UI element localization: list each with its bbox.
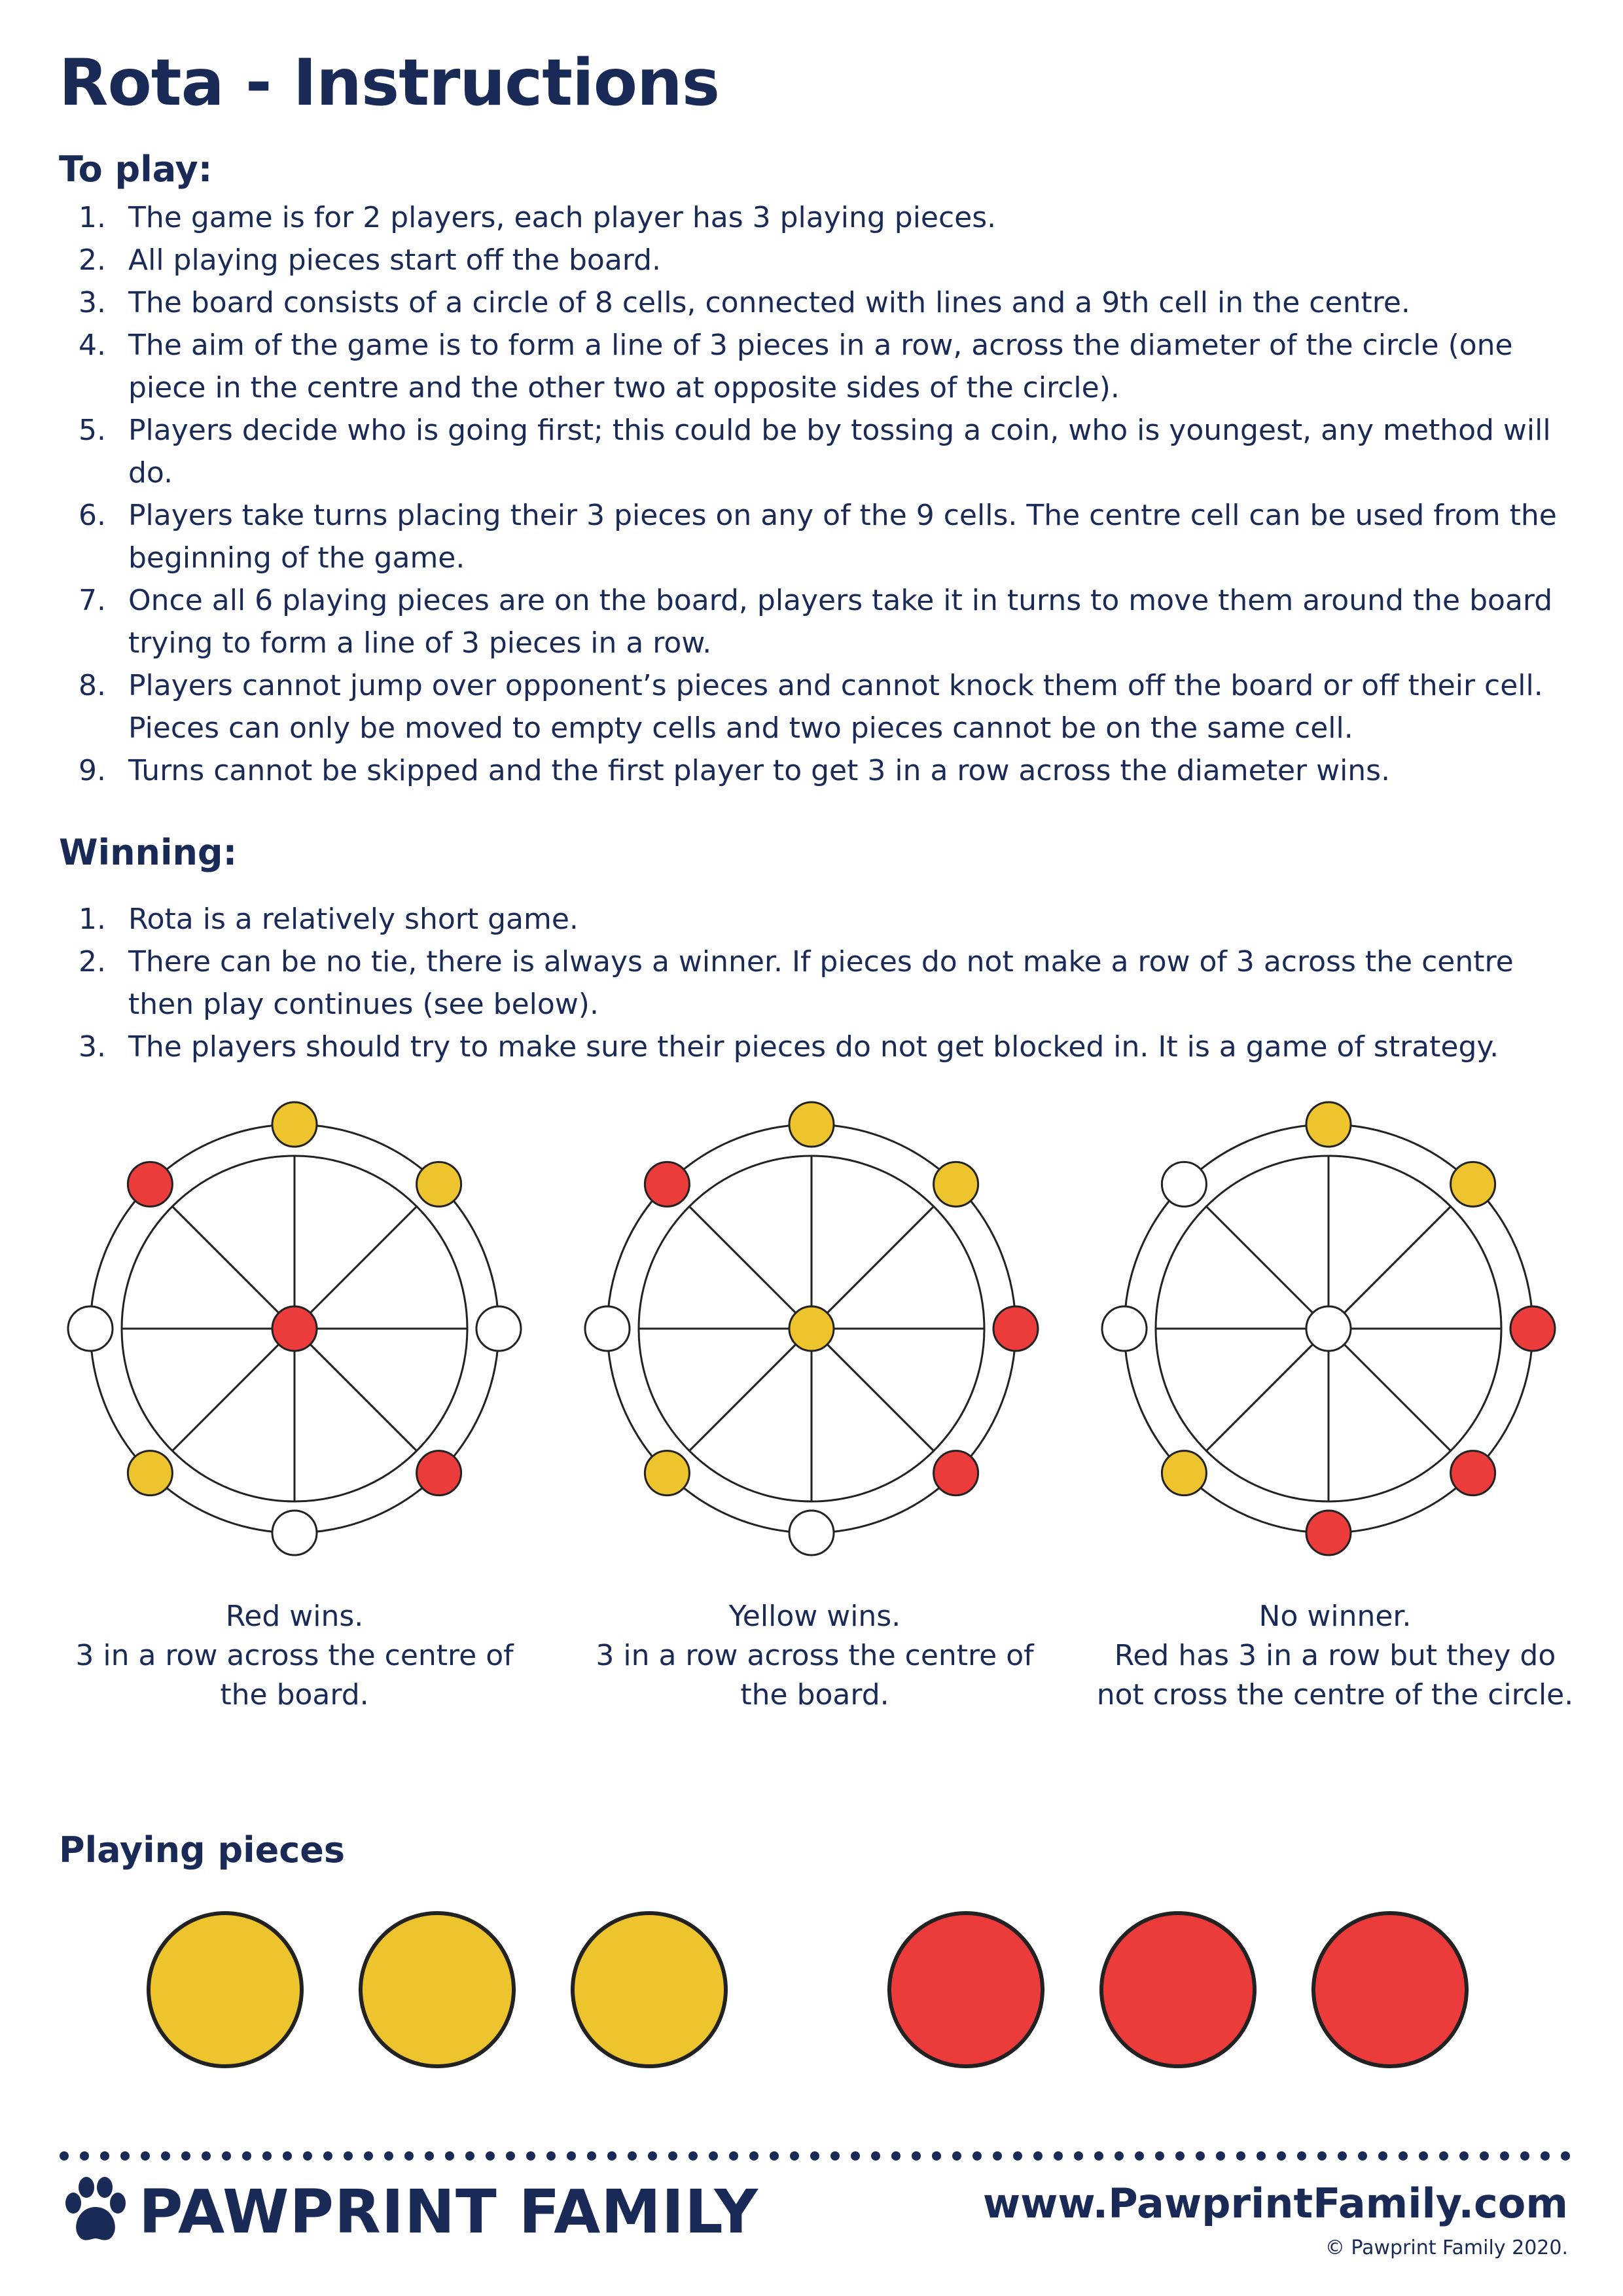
board-spoke xyxy=(812,1206,934,1329)
divider-dot xyxy=(770,2151,779,2161)
item-number: 8. xyxy=(79,669,106,702)
divider-dot xyxy=(1338,2151,1347,2161)
board-cell-top-yellow xyxy=(789,1102,834,1147)
board-caption-red-wins xyxy=(46,1597,543,1715)
board-cell-bottom-red xyxy=(1306,1511,1351,1555)
list-item xyxy=(59,239,1577,281)
item-number: 6. xyxy=(79,499,106,532)
board-cell-right-empty xyxy=(476,1306,521,1351)
divider-dot xyxy=(1378,2151,1387,2161)
list-item xyxy=(59,196,1577,239)
board-cell-top-yellow xyxy=(1306,1102,1351,1147)
divider-dot xyxy=(1094,2151,1103,2161)
divider-dot xyxy=(283,2151,292,2161)
playing-piece-yellow xyxy=(359,1911,516,2068)
divider-dot xyxy=(465,2151,474,2161)
board-cell-bottom-left-yellow xyxy=(1162,1451,1206,1496)
divider-dot xyxy=(486,2151,495,2161)
divider-dot xyxy=(445,2151,454,2161)
board-cell-centre-yellow xyxy=(789,1306,834,1351)
item-text: Players decide who is going first; this could be by tossing a coin, who is youngest, any method will do. xyxy=(128,414,1551,490)
to-play-list xyxy=(59,196,1577,792)
divider-dot xyxy=(1480,2151,1489,2161)
list-item xyxy=(59,898,1577,941)
item-number: 2. xyxy=(79,945,106,978)
divider-dot xyxy=(384,2151,393,2161)
divider-dot xyxy=(222,2151,231,2161)
list-item xyxy=(59,324,1577,409)
board-cell-right-red xyxy=(1510,1306,1555,1351)
caption-line: not cross the centre of the circle. xyxy=(1096,1678,1574,1712)
board-cell-bottom-right-red xyxy=(934,1451,978,1496)
divider-dot xyxy=(587,2151,596,2161)
list-item xyxy=(59,281,1577,324)
divider-dot xyxy=(607,2151,616,2161)
item-text: Once all 6 playing pieces are on the board, players take it in turns to move them around the board trying to form a line of 3 pieces in a row. xyxy=(128,584,1553,660)
list-item xyxy=(59,579,1577,664)
board-cell-centre-red xyxy=(272,1306,317,1351)
list-item xyxy=(59,664,1577,749)
divider-dot xyxy=(404,2151,414,2161)
list-item xyxy=(59,409,1577,494)
item-text: The players should try to make sure their pieces do not get blocked in. It is a game of strategy. xyxy=(128,1030,1499,1064)
divider-dot xyxy=(1196,2151,1205,2161)
divider-dot xyxy=(932,2151,941,2161)
divider-dot xyxy=(628,2151,637,2161)
divider-dot xyxy=(1541,2151,1550,2161)
divider-dot xyxy=(1561,2151,1570,2161)
board-spoke xyxy=(1329,1206,1451,1329)
board-spoke xyxy=(689,1329,812,1451)
divider-dot xyxy=(1054,2151,1063,2161)
divider-dot xyxy=(161,2151,170,2161)
board-cell-top-left-red xyxy=(645,1162,689,1206)
board-spoke xyxy=(172,1206,294,1329)
divider-dot xyxy=(344,2151,353,2161)
divider-dot xyxy=(709,2151,718,2161)
divider-dot xyxy=(202,2151,211,2161)
divider-dot xyxy=(648,2151,657,2161)
board-spoke xyxy=(294,1329,417,1451)
item-text: Rota is a relatively short game. xyxy=(128,903,579,936)
item-number: 9. xyxy=(79,754,106,787)
logo-text: PAWPRINT FAMILY xyxy=(139,2177,758,2247)
rota-board-red-wins xyxy=(52,1086,537,1571)
caption-line: Red has 3 in a row but they do xyxy=(1114,1639,1556,1672)
divider-dot xyxy=(749,2151,758,2161)
caption-line: Red wins. xyxy=(225,1600,364,1633)
board-cell-right-red xyxy=(993,1306,1038,1351)
board-spoke xyxy=(172,1329,294,1451)
page-title: Rota - Instructions xyxy=(59,46,720,120)
caption-line: the board. xyxy=(220,1678,369,1712)
caption-line: No winner. xyxy=(1258,1600,1412,1633)
board-cell-bottom-empty xyxy=(789,1511,834,1555)
divider-dot xyxy=(1216,2151,1225,2161)
divider-dot xyxy=(1297,2151,1306,2161)
board-cell-centre-empty xyxy=(1306,1306,1351,1351)
board-cell-top-right-yellow xyxy=(1451,1162,1495,1206)
caption-line: the board. xyxy=(740,1678,889,1712)
divider-dot xyxy=(242,2151,251,2161)
divider-dot xyxy=(526,2151,535,2161)
item-text: There can be no tie, there is always a winner. If pieces do not make a row of 3 across the centre then play continues (see below). xyxy=(128,945,1514,1021)
board-cell-left-empty xyxy=(585,1306,630,1351)
board-spoke xyxy=(294,1206,417,1329)
divider-dot xyxy=(851,2151,860,2161)
caption-line: 3 in a row across the centre of xyxy=(75,1639,514,1672)
divider-dot xyxy=(1074,2151,1083,2161)
item-text: The board consists of a circle of 8 cells, connected with lines and a 9th cell in the centre. xyxy=(128,286,1410,319)
board-cell-bottom-empty xyxy=(272,1511,317,1555)
playing-pieces-heading: Playing pieces xyxy=(59,1829,346,1871)
board-cell-top-right-yellow xyxy=(934,1162,978,1206)
divider-dot xyxy=(1236,2151,1245,2161)
pawprint-family-logo xyxy=(59,2174,766,2246)
playing-piece-red xyxy=(1099,1911,1257,2068)
divider-dot xyxy=(1439,2151,1448,2161)
board-cell-bottom-right-red xyxy=(1451,1451,1495,1496)
rota-board-yellow-wins xyxy=(569,1086,1054,1571)
paw-icon xyxy=(59,2176,131,2248)
divider-dot xyxy=(1500,2151,1509,2161)
divider-dot xyxy=(323,2151,332,2161)
board-spoke xyxy=(689,1206,812,1329)
divider-dot xyxy=(141,2151,150,2161)
item-text: All playing pieces start off the board. xyxy=(128,243,662,277)
list-item xyxy=(59,749,1577,792)
divider-dot xyxy=(810,2151,819,2161)
divider-dot xyxy=(120,2151,130,2161)
board-cell-left-empty xyxy=(1102,1306,1147,1351)
divider-dot xyxy=(993,2151,1002,2161)
rota-board-no-winner xyxy=(1086,1086,1571,1571)
item-number: 5. xyxy=(79,414,106,447)
divider-dot xyxy=(952,2151,961,2161)
list-item xyxy=(59,941,1577,1026)
copyright-notice: © Pawprint Family 2020. xyxy=(1325,2236,1568,2259)
divider-dot xyxy=(1419,2151,1428,2161)
item-text: Players cannot jump over opponent’s pieces and cannot knock them off the board or off their cell. Pieces can only be moved to empty cells and two pieces cannot be on the same cell. xyxy=(128,669,1543,745)
playing-piece-red xyxy=(887,1911,1044,2068)
divider-dot xyxy=(1459,2151,1469,2161)
divider-dot xyxy=(1317,2151,1327,2161)
board-cell-left-empty xyxy=(68,1306,113,1351)
playing-piece-red xyxy=(1311,1911,1469,2068)
divider-dot xyxy=(80,2151,89,2161)
board-cell-bottom-left-yellow xyxy=(645,1451,689,1496)
board-cell-top-yellow xyxy=(272,1102,317,1147)
board-cell-top-right-yellow xyxy=(417,1162,461,1206)
item-number: 1. xyxy=(79,903,106,936)
divider-dot xyxy=(1013,2151,1022,2161)
item-number: 3. xyxy=(79,286,106,319)
divider-dot xyxy=(262,2151,272,2161)
divider-dot xyxy=(1257,2151,1266,2161)
divider-dot xyxy=(567,2151,576,2161)
playing-piece-yellow xyxy=(147,1911,304,2068)
website-link[interactable]: www.PawprintFamily.com xyxy=(982,2179,1568,2227)
divider-dot xyxy=(1175,2151,1185,2161)
board-cell-bottom-left-yellow xyxy=(128,1451,172,1496)
winning-heading: Winning: xyxy=(59,832,238,873)
playing-piece-yellow xyxy=(571,1911,728,2068)
divider-dot xyxy=(668,2151,677,2161)
caption-line: 3 in a row across the centre of xyxy=(596,1639,1034,1672)
to-play-heading: To play: xyxy=(59,149,213,190)
divider-dot xyxy=(912,2151,921,2161)
divider-dot xyxy=(1277,2151,1286,2161)
divider-dot xyxy=(891,2151,901,2161)
winning-list xyxy=(59,898,1577,1068)
divider-dot xyxy=(972,2151,982,2161)
divider-dot xyxy=(1520,2151,1529,2161)
divider-dot xyxy=(871,2151,880,2161)
divider-dot xyxy=(506,2151,515,2161)
item-text: The game is for 2 players, each player has 3 playing pieces. xyxy=(128,201,997,234)
divider-dot xyxy=(303,2151,312,2161)
item-text: Players take turns placing their 3 pieces on any of the 9 cells. The centre cell can be used from the beginning of the game. xyxy=(128,499,1557,575)
board-spoke xyxy=(812,1329,934,1451)
divider-dot xyxy=(425,2151,434,2161)
board-caption-yellow-wins xyxy=(566,1597,1063,1715)
board-cell-bottom-right-red xyxy=(417,1451,461,1496)
board-spoke xyxy=(1206,1329,1329,1451)
list-item xyxy=(59,1026,1577,1068)
divider-dot xyxy=(60,2151,69,2161)
divider-dot xyxy=(100,2151,109,2161)
board-cell-top-left-red xyxy=(128,1162,172,1206)
divider-dot xyxy=(729,2151,738,2161)
item-text: Turns cannot be skipped and the first player to get 3 in a row across the diameter wins. xyxy=(128,754,1391,787)
divider-dot xyxy=(1135,2151,1144,2161)
board-caption-no-winner xyxy=(1086,1597,1584,1715)
board-spoke xyxy=(1206,1206,1329,1329)
divider-dot xyxy=(1033,2151,1043,2161)
caption-line: Yellow wins. xyxy=(728,1600,901,1633)
divider-dot xyxy=(1399,2151,1408,2161)
board-spoke xyxy=(1329,1329,1451,1451)
divider-dot xyxy=(546,2151,556,2161)
divider-dot xyxy=(790,2151,799,2161)
list-item xyxy=(59,494,1577,579)
dotted-divider xyxy=(59,2149,1571,2162)
playing-pieces xyxy=(0,1911,1623,2081)
item-number: 4. xyxy=(79,329,106,362)
divider-dot xyxy=(1115,2151,1124,2161)
divider-dot xyxy=(1358,2151,1367,2161)
board-cell-top-left-empty xyxy=(1162,1162,1206,1206)
item-number: 1. xyxy=(79,201,106,234)
divider-dot xyxy=(364,2151,373,2161)
divider-dot xyxy=(181,2151,190,2161)
item-text: The aim of the game is to form a line of 3 pieces in a row, across the diameter of the circle (one piece in the centre and the other two at opposite sides of the circle). xyxy=(128,329,1513,404)
divider-dot xyxy=(1155,2151,1164,2161)
item-number: 7. xyxy=(79,584,106,617)
item-number: 3. xyxy=(79,1030,106,1064)
divider-dot xyxy=(688,2151,698,2161)
item-number: 2. xyxy=(79,243,106,277)
divider-dot xyxy=(830,2151,840,2161)
